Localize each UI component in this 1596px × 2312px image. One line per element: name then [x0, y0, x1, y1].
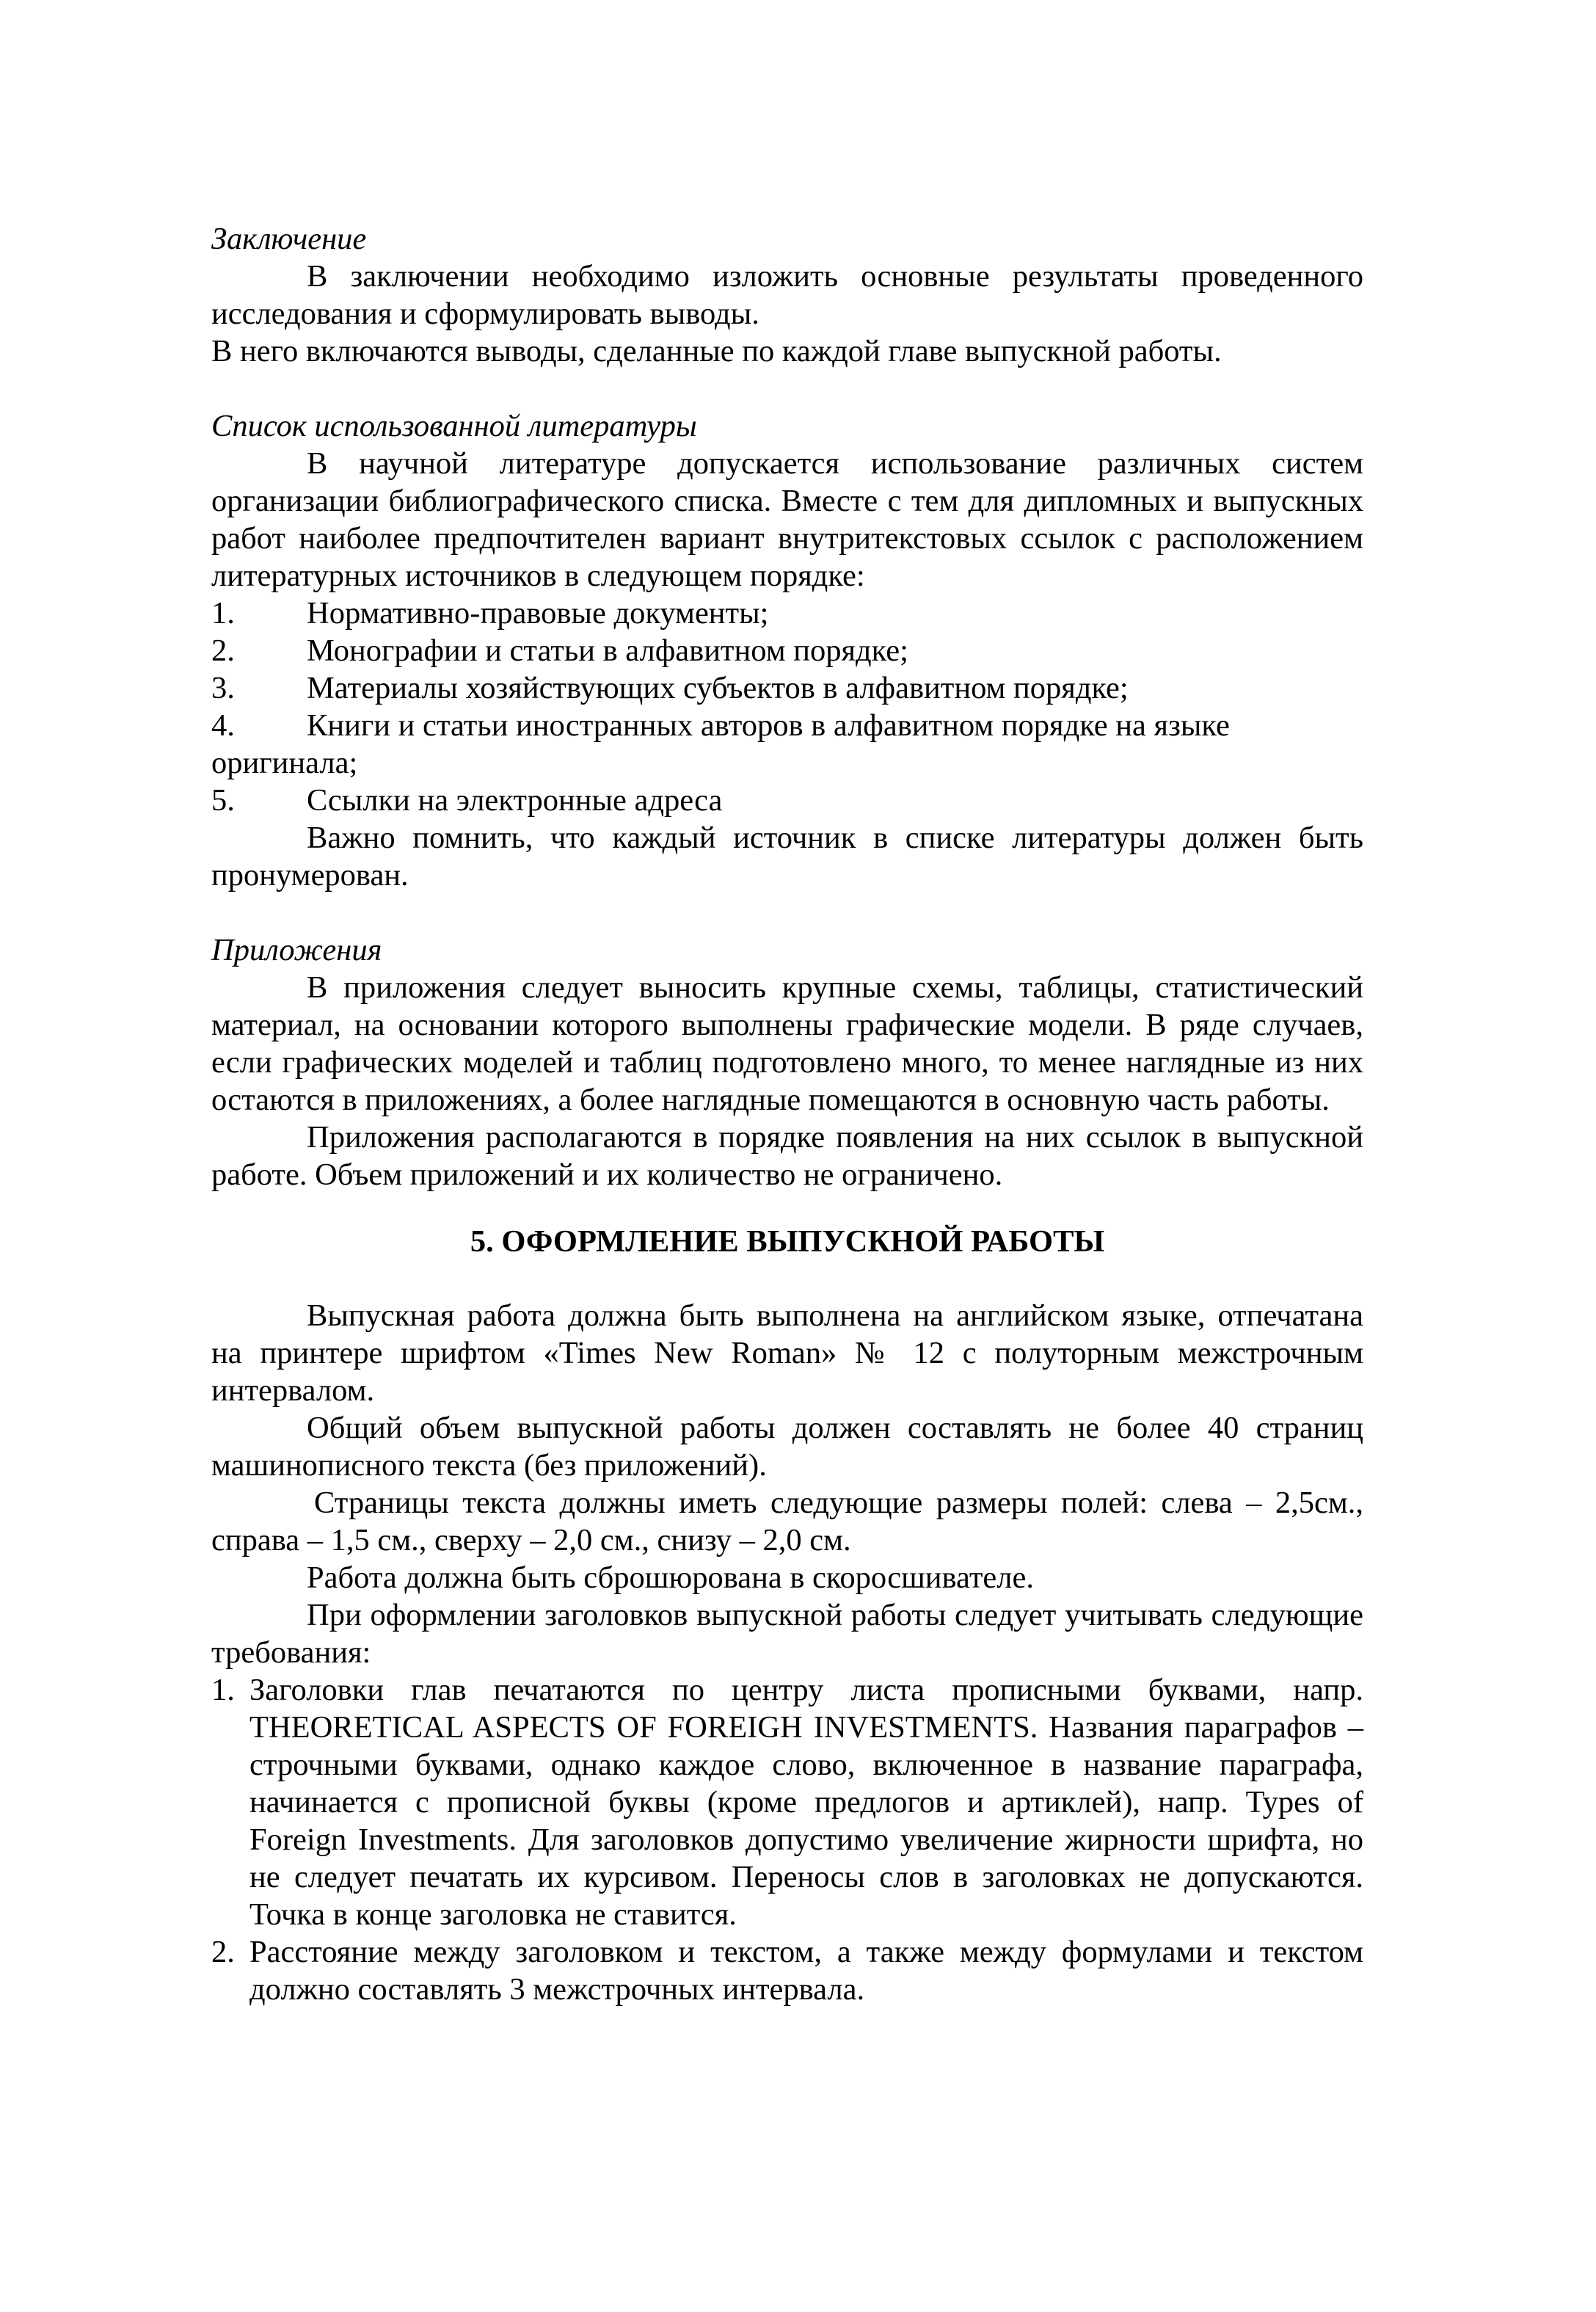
- references-note: Важно помнить, что каждый источник в списке литературы должен быть пронумерован.: [211, 821, 1363, 893]
- conclusion-paragraph-1b: исследования и сформулировать выводы.: [211, 297, 759, 331]
- list-item-text: Материалы хозяйствующих субъектов в алфавитном порядке;: [307, 671, 1129, 705]
- rule-item: [211, 1933, 1363, 2008]
- conclusion-title: Заключение: [211, 222, 367, 256]
- list-item-text: Нормативно-правовые документы;: [307, 596, 769, 630]
- formatting-paragraph-3: Страницы текста должны иметь следующие размеры полей: слева – 2,5см., справа – 1,5 см., сверху – 2,0 см., снизу – 2,0 см.: [211, 1486, 1363, 1557]
- list-item-continuation: оригинала;: [211, 746, 358, 780]
- references-title: Список использованной литературы: [211, 409, 697, 443]
- formatting-paragraph-5: При оформлении заголовков выпускной работы следует учитывать следующие требования:: [211, 1598, 1363, 1670]
- document-page: [211, 220, 1363, 2008]
- rule-item-number: 1.: [211, 1673, 235, 1707]
- formatting-paragraph-2: Общий объем выпускной работы должен составлять не более 40 страниц машинописного текста (без приложений).: [211, 1411, 1363, 1483]
- rule-item-text: Расстояние между заголовком и текстом, а также между формулами и текстом должно составлять 3 межстрочных интервала.: [249, 1935, 1363, 2007]
- list-item: [211, 632, 1363, 669]
- list-item: [211, 707, 1363, 744]
- formatting-paragraph-1: Выпускная работа должна быть выполнена на английском языке, отпечатана на принтере шрифтом «Times New Roman» № 12 с полуторным межстрочным интервалом.: [211, 1298, 1363, 1408]
- rule-item: [211, 1671, 1363, 1933]
- list-item-text: Ссылки на электронные адреса: [307, 783, 723, 818]
- list-item-number: 2.: [211, 633, 235, 668]
- formatting-paragraph-4: Работа должна быть сброшюрована в скоросшивателе.: [307, 1560, 1034, 1595]
- rule-item-text: Заголовки глав печатаются по центру листа прописными буквами, напр. THEORETICAL ASPECTS OF FOREIGH INVESTMENTS. Названия параграфов – строчными буквами, однако каждое слово, включенное в название параграфа, начинается с прописной буквы (кроме предлогов и артиклей), напр. Types of Foreign Investments. Для заголовков допустимо увеличение жирности шрифта, но не следует печатать их курсивом. Переносы слов в заголовках не допускаются. Точка в конце заголовка не ставится.: [249, 1673, 1363, 1932]
- rule-item-number: 2.: [211, 1935, 235, 1969]
- list-item-number: 4.: [211, 708, 235, 743]
- appendices-paragraph-2: Приложения располагаются в порядке появления на них ссылок в выпускной работе. Объем приложений и их количество не ограничено.: [211, 1120, 1363, 1192]
- conclusion-paragraph-2: В него включаются выводы, сделанные по каждой главе выпускной работы.: [211, 334, 1222, 368]
- section-heading: 5. ОФОРМЛЕНИЕ ВЫПУСКНОЙ РАБОТЫ: [470, 1224, 1105, 1259]
- list-item: [211, 595, 1363, 632]
- list-item-number: 3.: [211, 671, 235, 705]
- references-intro: В научной литературе допускается использование различных систем организации библиографического списка. Вместе с тем для дипломных и выпускных работ наиболее предпочтителен вариант внутритекстовых ссылок с расположением литературных источников в следующем порядке:: [211, 446, 1363, 593]
- list-item: [211, 669, 1363, 707]
- list-item-text: Монографии и статьи в алфавитном порядке;: [307, 633, 908, 668]
- appendices-title: Приложения: [211, 933, 382, 967]
- appendices-paragraph-1: В приложения следует выносить крупные схемы, таблицы, статистический материал, на основании которого выполнены графические модели. В ряде случаев, если графических моделей и таблиц подготовлено много, то менее наглядные из них остаются в приложениях, а более наглядные помещаются в основную часть работы.: [211, 970, 1363, 1117]
- list-item-number: 5.: [211, 783, 235, 818]
- list-item-text: Книги и статьи иностранных авторов в алфавитном порядке на языке: [307, 708, 1230, 743]
- conclusion-paragraph-1a: В заключении необходимо изложить основные результаты проведенного: [307, 259, 1363, 294]
- list-item-number: 1.: [211, 596, 235, 630]
- list-item: [211, 782, 1363, 819]
